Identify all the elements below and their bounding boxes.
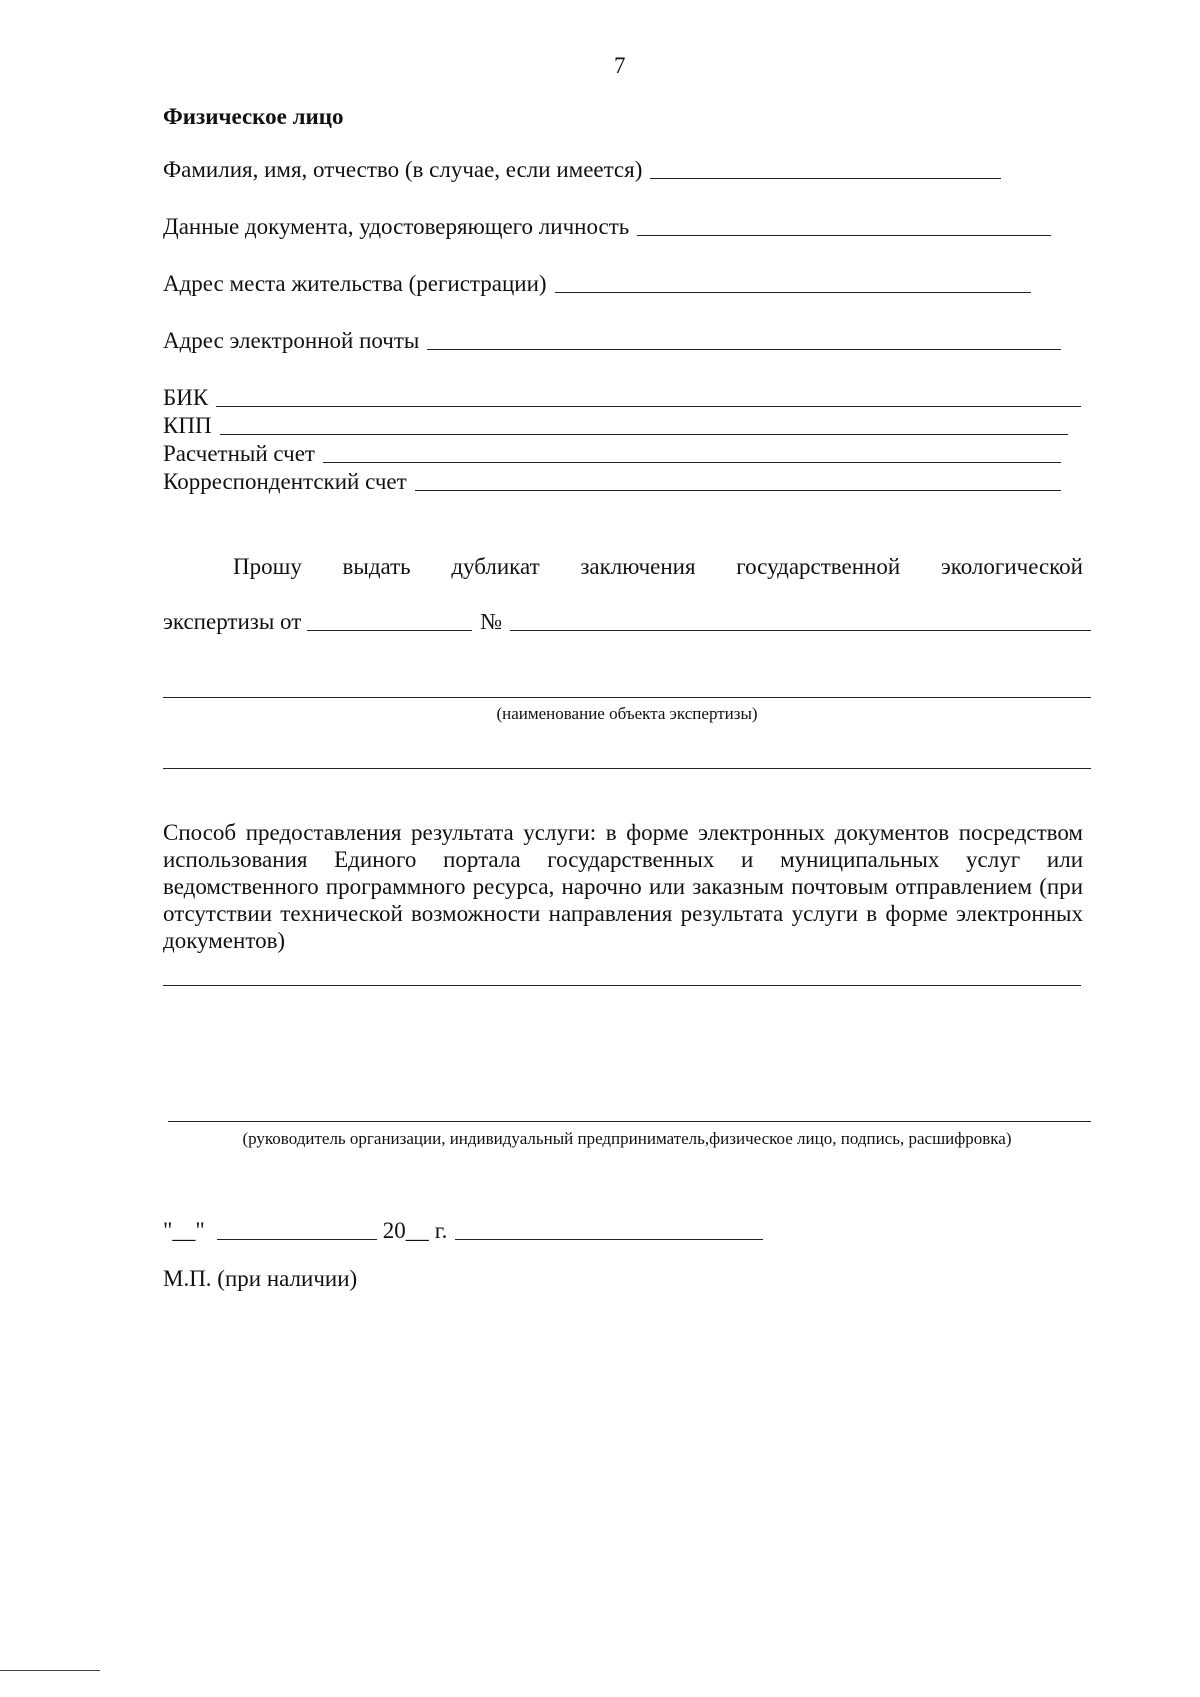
expertise-date-input-line[interactable] [307, 630, 472, 631]
corr-account-label: Корреспондентский счет [163, 469, 407, 494]
kpp-input-line[interactable] [220, 434, 1068, 435]
number-sign: № [480, 609, 503, 634]
request-word: дубликат [451, 554, 540, 579]
date-row [163, 1215, 763, 1245]
request-word: государственной [736, 554, 901, 579]
address-input-line[interactable] [555, 292, 1031, 293]
address-label: Адрес места жительства (регистрации) [163, 271, 547, 296]
date-year[interactable]: 20__ [382, 1218, 429, 1243]
expertise-date-label: экспертизы от [163, 609, 302, 634]
email-field-row [163, 325, 1061, 355]
bik-field-row [163, 382, 1081, 412]
kpp-label: КПП [163, 413, 212, 438]
object-name-line[interactable] [163, 697, 1091, 698]
object-name-line-2[interactable] [163, 768, 1091, 769]
request-line [163, 553, 1083, 581]
delivery-method-text: Способ предоставления результата услуги: в форме электронных документов посредством использования Единого портала государственных и муниципальных услуг или ведомственного программного ресурса, нарочно или заказным почтовым отправлением (при отсутствии технической возможности направления результата услуги в форме электронных документов) [163, 820, 1083, 953]
corr-account-input-line[interactable] [415, 490, 1061, 491]
account-field-row [163, 438, 1061, 468]
account-input-line[interactable] [323, 462, 1061, 463]
date-year-suffix: г. [434, 1218, 448, 1243]
corr-account-field-row [163, 466, 1061, 496]
kpp-field-row [163, 410, 1068, 440]
request-word: заключения [580, 554, 696, 579]
doc-label: Данные документа, удостоверяющего личность [163, 214, 630, 239]
email-label: Адрес электронной почты [163, 328, 420, 353]
request-word: экологической [940, 554, 1083, 579]
email-input-line[interactable] [427, 349, 1061, 350]
fio-field-row [163, 154, 1001, 184]
object-name-caption: (наименование объекта экспертизы) [496, 704, 758, 723]
page-number: 7 [614, 53, 626, 78]
date-extra-line[interactable] [455, 1239, 763, 1240]
signature-line[interactable] [168, 1121, 1091, 1122]
expertise-line [163, 606, 1091, 636]
request-word: выдать [342, 554, 411, 579]
doc-field-row [163, 211, 1051, 241]
signature-caption: (руководитель организации, индивидуальный предприниматель,физическое лицо, подпись, расшифровка) [242, 1129, 1012, 1148]
request-word: Прошу [233, 554, 302, 579]
section-title: Физическое лицо [163, 104, 344, 129]
doc-input-line[interactable] [637, 235, 1051, 236]
stamp-label: М.П. (при наличии) [163, 1266, 358, 1291]
fio-label: Фамилия, имя, отчество (в случае, если имеется) [163, 157, 643, 182]
account-label: Расчетный счет [163, 441, 315, 466]
date-day[interactable]: "__" [163, 1218, 205, 1243]
date-month-line[interactable] [217, 1239, 377, 1240]
bik-input-line[interactable] [216, 406, 1081, 407]
delivery-method-line[interactable] [163, 985, 1081, 986]
fio-input-line[interactable] [650, 178, 1001, 179]
expertise-number-input-line[interactable] [510, 630, 1091, 631]
margin-mark [0, 1670, 100, 1671]
bik-label: БИК [163, 385, 209, 410]
address-field-row [163, 268, 1031, 298]
